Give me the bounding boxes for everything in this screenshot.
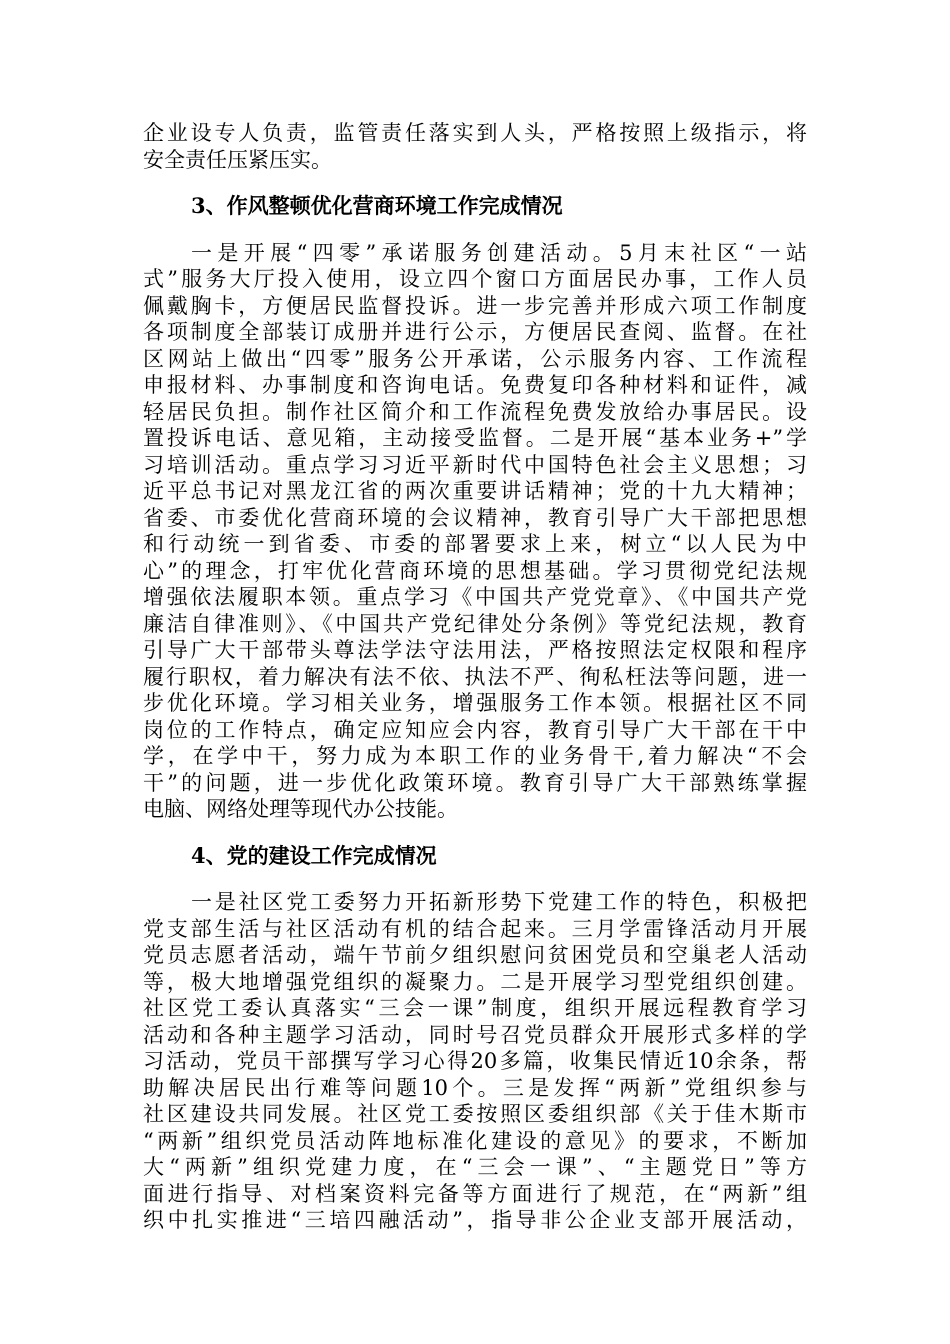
text-line: 申报材料、办事制度和咨询电话。免费复印各种材料和证件，减 <box>143 373 807 397</box>
text-line: 电脑、网络处理等现代办公技能。 <box>143 797 458 821</box>
text-line: 步优化环境。学习相关业务，增强服务工作本领。根据社区不同 <box>143 691 807 715</box>
document-body <box>143 120 807 1234</box>
text-line: 心”的理念，打牢优化营商环境的思想基础。学习贯彻党纪法规 <box>143 558 807 583</box>
text-line: 一是社区党工委努力开拓新形势下党建工作的特色，积极把 <box>191 890 807 914</box>
text-line: 社区党工委认真落实“三会一课”制度，组织开展远程教育学习 <box>143 996 807 1020</box>
text-line: 助解决居民出行难等问题10个。三是发挥“两新”党组织参与 <box>143 1075 807 1100</box>
section-3-heading: 3、作风整顿优化营商环境工作完成情况 <box>191 193 563 218</box>
text-line: 习活动，党员干部撰写学习心得20多篇，收集民情近10余条，帮 <box>143 1049 807 1073</box>
text-line: 置投诉电话、意见箱，主动接受监督。二是开展“基本业务+”学 <box>143 426 807 450</box>
section-4-heading: 4、党的建设工作完成情况 <box>191 842 437 868</box>
text-line: 干”的问题，进一步优化政策环境。教育引导广大干部熟练掌握 <box>143 770 807 795</box>
text-line: 活动和各种主题学习活动，同时号召党员群众开展形式多样的学 <box>143 1022 807 1047</box>
text-line: 面进行指导、对档案资料完备等方面进行了规范，在“两新”组 <box>143 1181 807 1206</box>
text-line: 增强依法履职本领。重点学习《中国共产党党章》、《中国共产党 <box>143 585 807 609</box>
text-line: 和行动统一到省委、市委的部署要求上来，树立“以人民为中 <box>143 532 807 556</box>
text-line: 安全责任压紧压实。 <box>143 147 332 172</box>
text-line: 社区建设共同发展。社区党工委按照区委组织部《关于佳木斯市 <box>143 1102 807 1126</box>
text-line: 式”服务大厅投入使用，设立四个窗口方面居民办事，工作人员 <box>143 267 807 291</box>
paragraph-previous <box>143 120 807 173</box>
text-line: 履行职权，着力解决有法不依、执法不严、徇私枉法等问题，进一 <box>143 664 807 689</box>
text-line: 大“两新”组织党建力度，在“三会一课”、“主题党日”等方 <box>143 1155 807 1179</box>
text-line: 学，在学中干，努力成为本职工作的业务骨干,着力解决“不会 <box>143 744 807 768</box>
text-line: 一是开展“四零”承诺服务创建活动。5月末社区“一站 <box>191 240 807 265</box>
text-line: “两新”组织党员活动阵地标准化建设的意见》的要求，不断加 <box>143 1128 807 1153</box>
text-line: 企业设专人负责，监管责任落实到人头，严格按照上级指示，将 <box>143 121 807 145</box>
section-4-paragraph <box>143 889 807 1234</box>
text-line: 引导广大干部带头尊法学法守法用法，严格按照法定权限和程序 <box>143 638 807 662</box>
text-line: 省委、市委优化营商环境的会议精神，教育引导广大干部把思想 <box>143 505 807 530</box>
text-line: 习培训活动。重点学习习近平新时代中国特色社会主义思想；习 <box>143 452 807 477</box>
text-line: 区网站上做出“四零”服务公开承诺，公示服务内容、工作流程 <box>143 346 807 371</box>
text-line: 织中扎实推进“三培四融活动”，指导非公企业支部开展活动， <box>143 1208 807 1232</box>
text-line: 近平总书记对黑龙江省的两次重要讲话精神；党的十九大精神； <box>143 479 807 503</box>
text-line: 党支部生活与社区活动有机的结合起来。三月学雷锋活动月开展 <box>143 916 807 941</box>
text-line: 佩戴胸卡，方便居民监督投诉。进一步完善并形成六项工作制度 <box>143 293 807 318</box>
text-line: 轻居民负担。制作社区简介和工作流程免费发放给办事居民。设 <box>143 399 807 424</box>
text-line: 各项制度全部装订成册并进行公示，方便居民查阅、监督。在社 <box>143 320 807 344</box>
text-line: 岗位的工作特点，确定应知应会内容，教育引导广大干部在干中 <box>143 717 807 742</box>
text-line: 廉洁自律准则》、《中国共产党纪律处分条例》等党纪法规，教育 <box>143 611 807 636</box>
text-line: 党员志愿者活动，端午节前夕组织慰问贫困党员和空巢老人活动 <box>143 943 807 967</box>
text-line: 等，极大地增强党组织的凝聚力。二是开展学习型党组织创建。 <box>143 969 807 994</box>
section-3-paragraph <box>143 240 807 823</box>
